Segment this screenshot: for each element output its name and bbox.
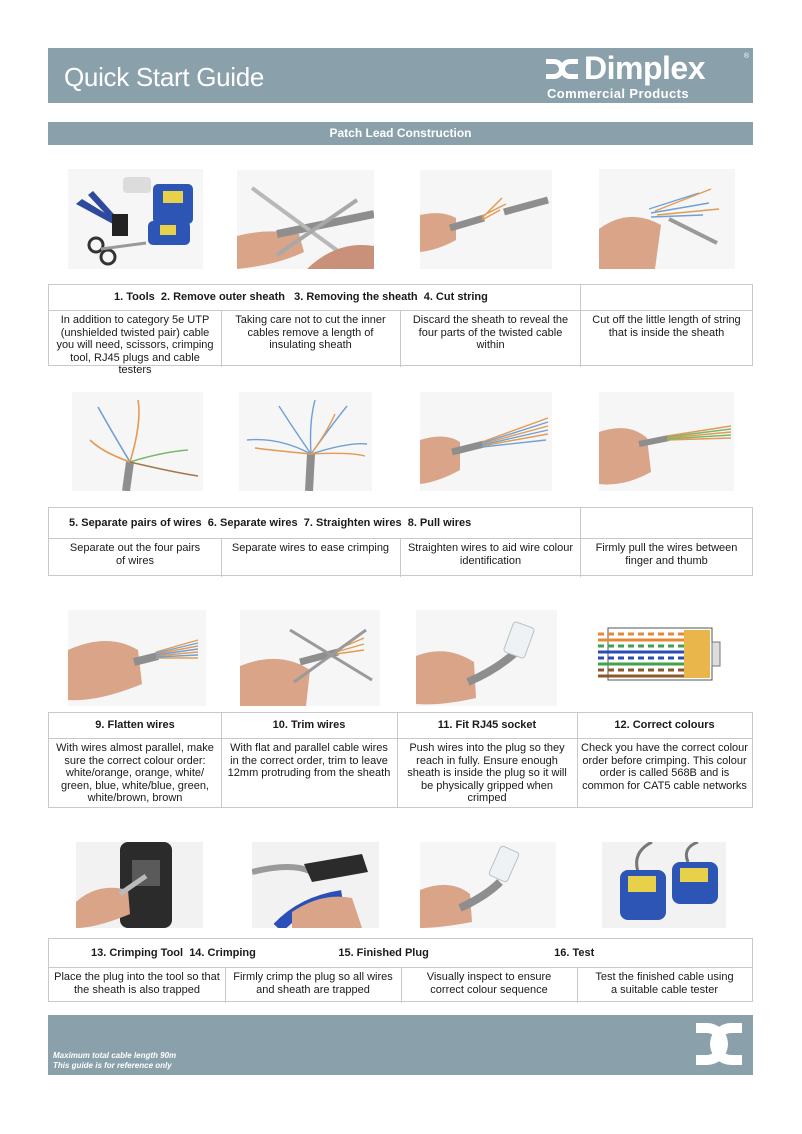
crimping-tool-photo <box>76 842 203 928</box>
finished-plug-photo <box>420 842 556 928</box>
trim-wires-photo <box>240 610 380 706</box>
step-4-description: Cut off the little length of string that is inside the sheath <box>592 314 741 339</box>
section-title: Patch Lead Construction <box>48 122 753 145</box>
step-2-description: Taking care not to cut the inner cables remove a length of insulating sheath <box>235 314 386 351</box>
dimplex-logo-icon <box>544 57 580 81</box>
step-14-description: Firmly crimp the plug so all wires and sheath are trapped <box>233 971 393 996</box>
step-11-title: 11. Fit RJ45 socket <box>437 719 537 731</box>
remove-sheath-photo <box>237 170 374 269</box>
dimplex-mark-icon <box>693 1019 745 1069</box>
step-16-description: Test the finished cable using a suitable cable tester <box>595 971 734 996</box>
steps-13-16-header <box>49 939 752 968</box>
separate-wires-photo <box>239 392 372 491</box>
step-5-description: Separate out the four pairs of wires <box>69 542 201 567</box>
steps-5-8-header-text: 5. Separate pairs of wires 6. Separate wires 7. Straighten wires 8. Pull wires <box>69 517 472 529</box>
step-15-description: Visually inspect to ensure correct colour sequence <box>426 971 552 996</box>
registered-mark: ® <box>743 53 749 60</box>
fit-rj45-photo <box>416 610 557 706</box>
steps-9-12-table <box>48 712 753 808</box>
step-8-description: Firmly pull the wires between finger and thumb <box>595 542 738 567</box>
step-10-title: 10. Trim wires <box>272 719 346 731</box>
separate-pairs-photo <box>72 392 203 491</box>
footer-note-reference: This guide is for reference only <box>53 1061 172 1070</box>
steps-9-12-descriptions <box>49 739 752 809</box>
step-12-description: Check you have the correct colour order before crimping. This colour order is called 568B and is common for CAT5 cable networks <box>581 742 748 792</box>
steps-5-8-table <box>48 507 753 576</box>
header-bar <box>48 48 753 103</box>
cut-string-photo <box>599 169 735 269</box>
steps-13-16-descriptions <box>49 968 752 1003</box>
page-title: Quick Start Guide <box>64 62 265 92</box>
brand-subtitle: Commercial Products <box>547 86 689 101</box>
steps-9-12-header <box>49 713 752 739</box>
cable-tester-photo <box>602 842 726 928</box>
steps-5-8-header <box>49 508 752 539</box>
step-9-title: 9. Flatten wires <box>95 719 175 731</box>
step-10-description: With flat and parallel cable wires in the correct order, trim to leave 12mm protruding from the sheath <box>227 742 391 779</box>
step-9-description: With wires almost parallel, make sure the correct colour order: white/orange, orange, white/ green, blue, white/blue, green, white/brown, brown <box>56 742 214 804</box>
straighten-wires-photo <box>420 392 552 491</box>
steps-1-4-header <box>49 285 752 311</box>
tools-photo <box>68 169 203 269</box>
colour-order-diagram <box>598 624 722 684</box>
brand-name: Dimplex <box>584 50 705 86</box>
dimplex-logo <box>544 51 749 101</box>
footer-note-cable-length: Maximum total cable length 90m <box>53 1051 177 1060</box>
steps-1-4-descriptions <box>49 311 752 376</box>
step-7-description: Straighten wires to aid wire colour identification <box>407 542 574 567</box>
steps-1-4-header-text: 1. Tools 2. Remove outer sheath 3. Removing the sheath 4. Cut string <box>114 291 488 303</box>
steps-1-4-table <box>48 284 753 376</box>
step-1-description: In addition to category 5e UTP (unshielded twisted pair) cable you will need, scissors, crimping tool, RJ45 plugs and cable testers <box>56 314 214 376</box>
step-11-description: Push wires into the plug so they reach in fully. Ensure enough sheath is inside the plug so it will be physically gripped when crimped <box>407 742 567 804</box>
step-6-description: Separate wires to ease crimping <box>231 542 390 554</box>
step-12-title: 12. Correct colours <box>614 719 715 731</box>
steps-13-16-header-text: 13. Crimping Tool 14. Crimping 15. Finished Plug 16. Test <box>91 947 595 959</box>
steps-5-8-descriptions <box>49 539 752 577</box>
footer-bar <box>48 1015 753 1075</box>
step-3-description: Discard the sheath to reveal the four parts of the twisted cable within <box>412 314 569 351</box>
steps-13-16-table <box>48 938 753 1002</box>
sheath-removal-photo <box>420 170 552 269</box>
crimping-photo <box>252 842 379 928</box>
pull-wires-photo <box>599 392 734 491</box>
step-13-description: Place the plug into the tool so that the sheath is also trapped <box>54 971 220 996</box>
flatten-wires-photo <box>68 610 206 706</box>
